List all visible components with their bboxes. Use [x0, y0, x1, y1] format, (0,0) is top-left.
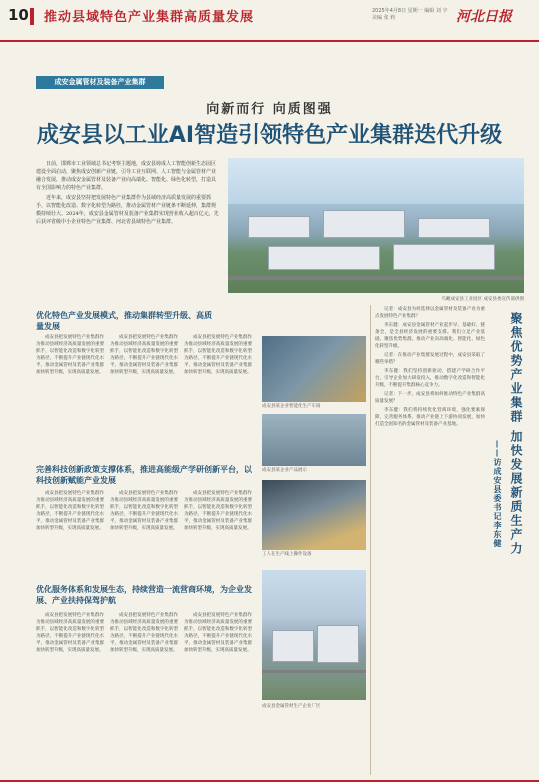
sidebar-vertical-subtitle: ——访成安县委书记李东健 — [493, 440, 502, 548]
photo-building — [393, 244, 495, 270]
main-photo-caption: 鸟瞰成安县工业园区 成安县委宣传部供图 — [441, 297, 524, 302]
subhead-1: 优化特色产业发展模式，推动集群转型升级、高质量发展 — [36, 311, 212, 331]
photo-factory — [262, 570, 366, 700]
body-column: 成安县把发展特色产业集群作为推动县域经济高质量发展的重要抓手，以智能化改造和数字化转型为路径，不断提升产业链现代化水平，推动金属管材及装备产业集群加快转型升级，实现高质量发展。 — [36, 613, 104, 653]
body-column: 成安县把发展特色产业集群作为推动县域经济高质量发展的重要抓手，以智能化改造和数字化转型为路径，不断提升产业链现代化水平，推动金属管材及装备产业集群加快转型升级，实现高质量发展。 — [184, 491, 252, 531]
sidebar-paragraph: 李东健：我们坚持创新驱动，搭建产学研合作平台，引导企业加大研发投入，推动数字化改造和智能化升级，不断提升集群核心竞争力。 — [375, 369, 485, 388]
photo-products — [262, 414, 366, 466]
lead-text — [36, 160, 220, 228]
sidebar-paragraph: 记者：下一步，成安县将如何推动特色产业集群高质量发展？ — [375, 392, 485, 404]
sidebar-paragraph: 记者：在推动产业集群发展过程中，成安县采取了哪些举措？ — [375, 353, 485, 365]
sidebar-paragraph: 李东健：我们将持续优化营商环境，强化要素保障，完善服务体系，推动产业链上下游协同发展，加快打造全国知名的金属管材及装备产业基地。 — [375, 408, 485, 427]
photo-workers — [262, 480, 366, 550]
photo-building — [418, 218, 490, 238]
date-info: 2025年4月8日 星期一 编辑 刘 宇 美编 张 莉 — [372, 8, 448, 21]
body-column: 成安县把发展特色产业集群作为推动县域经济高质量发展的重要抓手，以智能化改造和数字化转型为路径，不断提升产业链现代化水平，推动金属管材及装备产业集群加快转型升级，实现高质量发展。 — [36, 335, 104, 375]
photo-building — [248, 216, 310, 238]
photo-b-caption: 工人在生产线上操作设备 — [262, 552, 312, 557]
column-divider — [370, 305, 371, 775]
photo-c-caption: 成安县某企业产品展示 — [262, 468, 307, 473]
sidebar-paragraph: 李东健：成安县金属管材产业起步早、基础好、链条全，是全县经济发展的重要支撑。我们立足产业基础，聚焦优势集群，推动产业向高端化、智能化、绿色化转型升级。 — [375, 323, 485, 349]
photo-production-line — [262, 336, 366, 402]
sidebar-interview — [375, 306, 485, 776]
photo-building — [268, 246, 380, 270]
column-label: 成安金属管材及装备产业集群 — [36, 76, 164, 89]
body-column: 成安县把发展特色产业集群作为推动县域经济高质量发展的重要抓手，以智能化改造和数字化转型为路径，不断提升产业链现代化水平，推动金属管材及装备产业集群加快转型升级，实现高质量发展。 — [36, 491, 104, 531]
lead-paragraph: 日前，邯郸市工业领域总书记考察主题地，成安县铸成人工智能创新生态园区建设全面启动，聚焦成安创新产业链，引导工业互联网、人工智能与金属管材产业融合发展，推动成安金属管材及装备产业向高端化、智能化、绿色化转型，打造具有全国影响力的特色产业集群。 — [36, 161, 217, 191]
page-header — [0, 0, 539, 42]
photo-road — [262, 670, 366, 673]
sidebar-vertical-title: 聚焦优势产业集群 加快发展新质生产力 — [509, 312, 523, 557]
header-accent-bar — [30, 8, 34, 25]
photo-a-caption: 成安县某企业智能化生产车间 — [262, 404, 321, 409]
subhead-2: 完善科技创新政策支撑体系，推进高能级产学研创新平台，以科技创新赋能产业发展 — [36, 465, 252, 485]
photo-road — [228, 276, 524, 280]
sidebar-paragraph: 记者：成安县为何选择以金属管材及装备产业为重点发展特色产业集群？ — [375, 307, 485, 319]
photo-building — [323, 210, 405, 238]
photo-building — [272, 630, 314, 662]
photo-building — [317, 625, 359, 663]
kicker: 向新而行 向质图强 — [206, 102, 333, 117]
subhead-3: 优化服务体系和发展生态，持续营造一流营商环境，为企业发展、产业扶持保驾护航 — [36, 585, 252, 605]
body-column: 成安县把发展特色产业集群作为推动县域经济高质量发展的重要抓手，以智能化改造和数字化转型为路径，不断提升产业链现代化水平，推动金属管材及装备产业集群加快转型升级，实现高质量发展。 — [110, 491, 178, 531]
section-title: 推动县域特色产业集群高质量发展 — [44, 10, 255, 25]
page-number: 10 — [8, 6, 29, 24]
body-column: 成安县把发展特色产业集群作为推动县域经济高质量发展的重要抓手，以智能化改造和数字化转型为路径，不断提升产业链现代化水平，推动金属管材及装备产业集群加快转型升级，实现高质量发展。 — [184, 613, 252, 653]
body-column: 成安县把发展特色产业集群作为推动县域经济高质量发展的重要抓手，以智能化改造和数字化转型为路径，不断提升产业链现代化水平，推动金属管材及装备产业集群加快转型升级，实现高质量发展。 — [184, 335, 252, 375]
main-aerial-photo — [228, 158, 524, 293]
newspaper-logo: 河北日报 — [456, 9, 512, 25]
body-column: 成安县把发展特色产业集群作为推动县域经济高质量发展的重要抓手，以智能化改造和数字化转型为路径，不断提升产业链现代化水平，推动金属管材及装备产业集群加快转型升级，实现高质量发展。 — [110, 613, 178, 653]
lead-paragraph: 近年来，成安县坚持把发展特色产业集群作为县域经济高质量发展的重要抓手，以智能化改造、数字化转型为路径，推动金属管材产业链条不断延伸，集群规模持续壮大。2024年，成安县金属管材及装备产业集群实现营业收入超百亿元，先后获评省级中小企业特色产业集群、河北省县域特色产业集群。 — [36, 195, 219, 225]
photo-d-caption: 成安县金属管材生产企业厂区 — [262, 704, 321, 709]
headline: 成安县以工业AI智造引领特色产业集群迭代升级 — [36, 123, 503, 148]
photo-sky — [228, 158, 524, 204]
body-column: 成安县把发展特色产业集群作为推动县域经济高质量发展的重要抓手，以智能化改造和数字化转型为路径，不断提升产业链现代化水平，推动金属管材及装备产业集群加快转型升级，实现高质量发展。 — [110, 335, 178, 375]
